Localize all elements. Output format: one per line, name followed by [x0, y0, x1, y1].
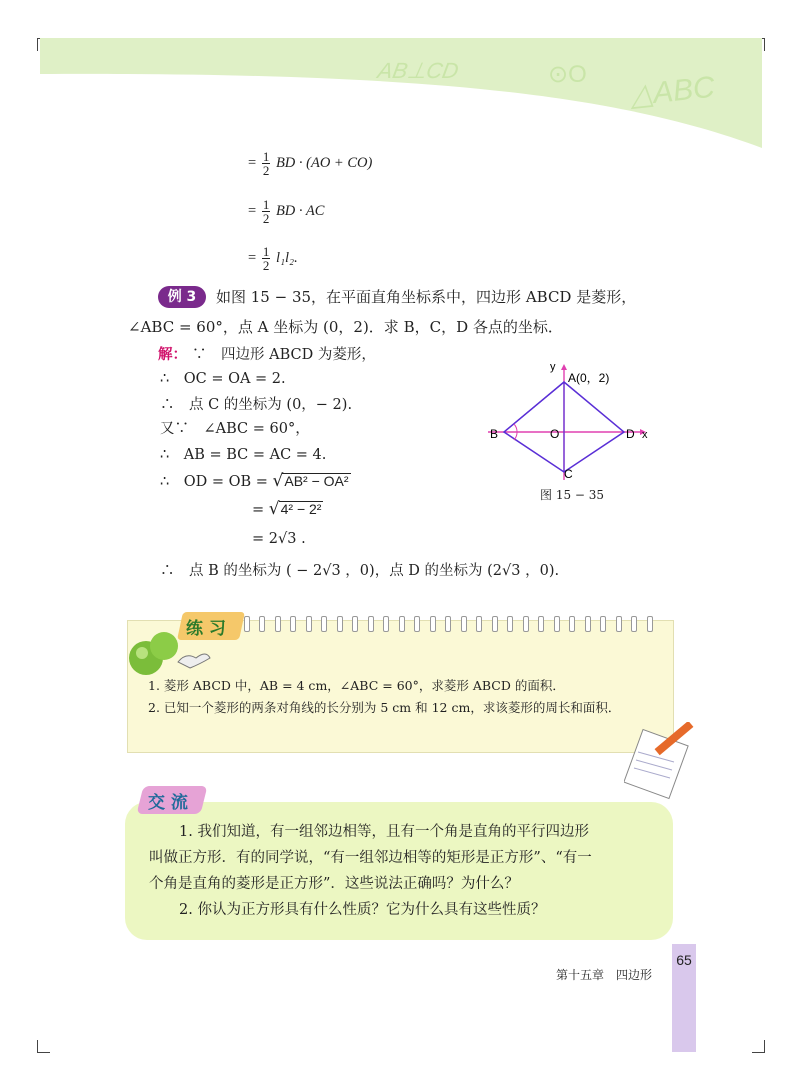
- label-b: B: [490, 427, 499, 441]
- segment-ab: [504, 382, 564, 432]
- sqrt-radicand-2: 4² − 2²: [280, 501, 322, 517]
- spiral-ring: [290, 616, 296, 632]
- solution-label: 解：: [158, 346, 187, 363]
- spiral-ring: [399, 616, 405, 632]
- derivation-expr-1: BD · (AO + CO): [275, 154, 373, 171]
- exchange-line-3: 个角是直角的菱形是正方形”．这些说法正确吗？为什么？: [149, 876, 519, 892]
- exchange-lines: [125, 802, 673, 940]
- solution-step-8: = 2√3 .: [252, 531, 306, 547]
- derivation-expr-3: l₁l₂.: [275, 249, 298, 266]
- header-decor-perpendicular: AB⊥CD: [375, 58, 461, 83]
- spiral-ring: [600, 616, 606, 632]
- y-axis-arrow: [561, 364, 567, 370]
- spiral-ring: [383, 616, 389, 632]
- spiral-ring: [585, 616, 591, 632]
- derivation-line-1: = $\frac{1}{2}$ BD · (AO + CO): [248, 149, 373, 178]
- header-decor-triangle: △ABC: [628, 70, 717, 113]
- label-y: y: [550, 361, 556, 373]
- sqrt-radicand-1: AB² − OA²: [284, 473, 349, 489]
- practice-title: 练 习: [186, 619, 226, 639]
- exchange-title: 交 流: [148, 793, 188, 813]
- sqrt-sign: √: [268, 499, 280, 519]
- spiral-ring: [631, 616, 637, 632]
- practice-item-1: 1. 菱形 ABCD 中，AB = 4 cm，∠ABC = 60°，求菱形 ABCD 的面积．: [148, 678, 565, 693]
- example-text-line-2: ∠ABC = 60°，点 A 坐标为 (0，2)．求 B，C，D 各点的坐标．: [128, 318, 563, 336]
- spiral-ring: [647, 616, 653, 632]
- practice-items: [148, 675, 620, 719]
- exchange-box: [125, 802, 673, 940]
- spiral-ring: [368, 616, 374, 632]
- label-o: O: [550, 427, 560, 441]
- solution-step-8-value: 2√3 .: [268, 531, 306, 547]
- spiral-ring: [430, 616, 436, 632]
- spiral-ring: [507, 616, 513, 632]
- header-decor-circle: ⊙O: [548, 61, 587, 88]
- footer-chapter: 第十五章 四边形: [556, 968, 653, 982]
- page-number: 65: [672, 944, 696, 1052]
- spiral-ring: [476, 616, 482, 632]
- spiral-ring: [616, 616, 622, 632]
- label-d: D: [626, 427, 635, 441]
- derivation-expr-2: BD · AC: [275, 202, 325, 219]
- label-x: x: [642, 429, 648, 441]
- solution-step-7: = √4² − 2²: [252, 499, 322, 519]
- fraction-half: $\frac{1}{2}$: [262, 149, 270, 178]
- exchange-line-1: 1. 我们知道，有一组邻边相等，且有一个角是直角的平行四边形: [179, 824, 589, 840]
- spiral-ring: [306, 616, 312, 632]
- derivation-line-2: = $\frac{1}{2}$ BD · AC: [248, 197, 325, 226]
- fraction-half: $\frac{1}{2}$: [262, 244, 270, 273]
- notebook-pencil-icon: [624, 722, 704, 802]
- practice-rings: [228, 621, 668, 633]
- spiral-ring: [259, 616, 265, 632]
- spiral-ring: [352, 616, 358, 632]
- label-c: C: [564, 467, 573, 481]
- derivation-line-3: = $\frac{1}{2}$ l₁l₂.: [248, 244, 298, 273]
- solution-conclusion: ∴ 点 B 的坐标为 ( − 2√3 ，0)，点 D 的坐标为 (2√3 ，0).: [160, 563, 560, 579]
- solution-step-5: ∴ AB = BC = AC = 4.: [160, 447, 327, 463]
- spiral-ring: [414, 616, 420, 632]
- crop-mark-bottom-right: [752, 1040, 765, 1053]
- spiral-ring: [538, 616, 544, 632]
- example-text-line-1: 如图 15 − 35，在平面直角坐标系中，四边形 ABCD 是菱形，: [216, 288, 637, 306]
- spiral-ring: [321, 616, 327, 632]
- spiral-ring: [492, 616, 498, 632]
- solution-step-6: [160, 472, 351, 491]
- spiral-ring: [554, 616, 560, 632]
- spiral-ring: [523, 616, 529, 632]
- spiral-ring: [244, 616, 250, 632]
- solution-step-3: ∴ 点 C 的坐标为 (0，− 2).: [160, 397, 353, 413]
- practice-item-2: 2. 已知一个菱形的两条对角线的长分别为 5 cm 和 12 cm，求该菱形的周长和面积．: [148, 700, 621, 715]
- spiral-ring: [461, 616, 467, 632]
- figure-caption: 图 15 − 35: [540, 488, 605, 502]
- exchange-line-2: 叫做正方形．有的同学说，“有一组邻边相等的矩形是正方形”、“有一: [149, 850, 592, 866]
- exchange-line-4: 2. 你认为正方形具有什么性质？它为什么具有这些性质？: [179, 902, 546, 918]
- spiral-ring: [445, 616, 451, 632]
- solution-step-1: ∵ 四边形 ABCD 为菱形，: [192, 347, 376, 363]
- spiral-ring: [337, 616, 343, 632]
- sqrt-sign: √: [272, 471, 284, 491]
- fraction-half: $\frac{1}{2}$: [262, 197, 270, 226]
- solution-step-6-prefix: ∴ OD = OB =: [160, 474, 273, 490]
- label-a: A(0，2): [568, 371, 610, 385]
- example-badge: 例 3: [158, 286, 206, 308]
- crop-mark-bottom-left: [37, 1040, 50, 1053]
- spiral-ring: [569, 616, 575, 632]
- spiral-ring: [275, 616, 281, 632]
- solution-step-2: ∴ OC = OA = 2.: [160, 371, 286, 387]
- solution-step-4: 又∵ ∠ABC = 60°，: [160, 421, 310, 437]
